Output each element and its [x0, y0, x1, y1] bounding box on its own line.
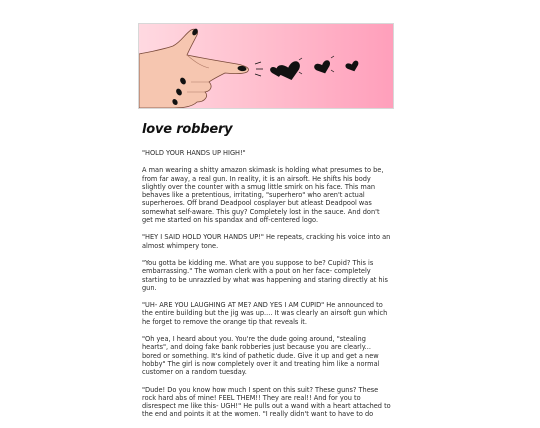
heart-icon	[276, 60, 304, 83]
paragraph: "HEY I SAID HOLD YOUR HANDS UP!" He repeats, cracking his voice into an almost whimpery tone.	[142, 233, 391, 250]
paragraph: "Oh yea, I heard about you. You're the dude going around, "stealing hearts", and doing fake bank robberies just because you are clearly... bored or something. It's kind of pathetic dude. Give it up and get a new hobby" The girl is now completely over it and treating him like a normal customer on a random tuesday.	[142, 335, 380, 377]
hand-shape	[139, 29, 249, 108]
header-image	[138, 23, 394, 109]
blog-post	[138, 23, 394, 428]
finger-gun-illustration	[139, 24, 393, 108]
paragraph: A man wearing a shitty amazon skimask is holding what presumes to be, from far away, a real gun. In reality, it is an airsoft. He shifts his body slightly over the counter with a smug little smirk on his face. This man behaves like a pretentious, irritating, "superhero" who aren't actual superheroes. Off brand Deadpool cosplayer but atleast Deadpool was somewhat self-aware. This guy? Completely lost in the sauce. And don't get me started on his spandax and off-centered logo.	[142, 166, 384, 225]
heart-icon	[345, 60, 361, 74]
paragraph: "You gotta be kidding me. What are you suppose to be? Cupid? This is embarrassing." The woman clerk with a pout on her face- completely starting to be unrazzled by what was happening and staring directly at his gun.	[142, 258, 388, 292]
paragraph: "UH- ARE YOU LAUGHING AT ME? AND YES I AM CUPID" He announced to the entire building but the jig was up.... It was clearly an airsoft gun which he forget to remove the orange tip that reveals it.	[142, 301, 388, 326]
paragraph: "HOLD YOUR HANDS UP HIGH!"	[142, 149, 246, 157]
heart-icon	[313, 59, 332, 76]
post-body	[142, 149, 392, 419]
paragraph: "Dude! Do you know how much I spent on this suit? These guns? These rock hard abs of mine! FEEL THEM!! They are real!! And for you to disrespect me like this- UGH!" He pulls out a wand with a heart attached to the end and points it at the women. "I really didn't want to have to do	[142, 385, 391, 419]
post-title: love robbery	[142, 122, 233, 137]
